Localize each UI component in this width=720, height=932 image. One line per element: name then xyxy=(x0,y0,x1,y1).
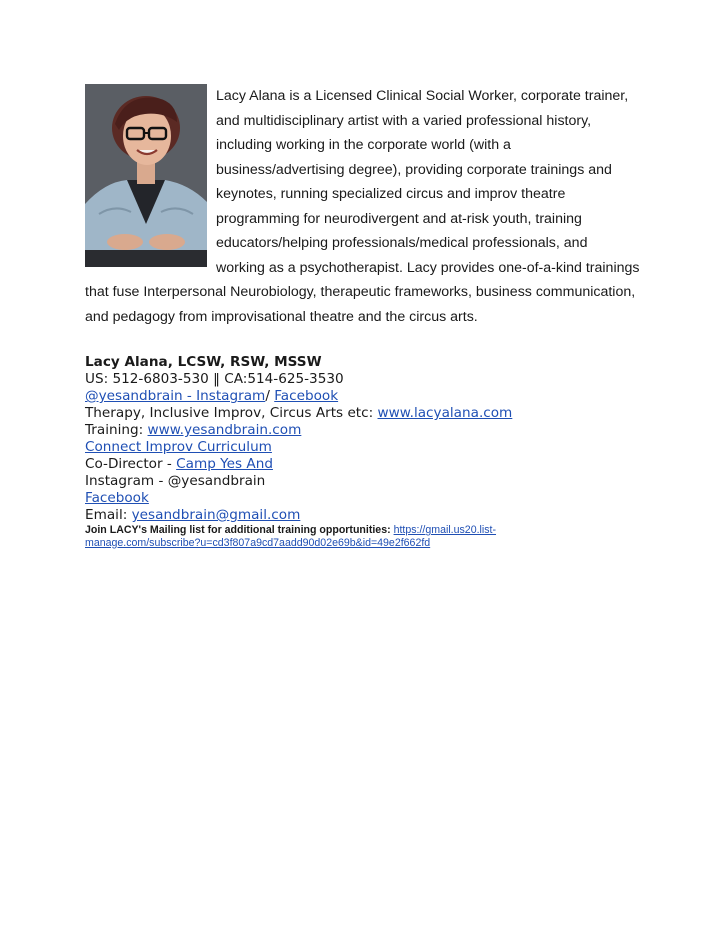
photo-spacer xyxy=(85,84,216,270)
yesandbrain-website-link[interactable]: www.yesandbrain.com xyxy=(147,422,302,438)
contact-block xyxy=(85,354,645,524)
therapy-line xyxy=(85,405,645,422)
facebook-link-2[interactable]: Facebook xyxy=(85,490,149,506)
link-separator: / xyxy=(265,388,275,404)
codirector-label: Co-Director - xyxy=(85,456,177,472)
bio-paragraph xyxy=(85,84,640,329)
mailing-list-note xyxy=(85,524,525,549)
facebook-link[interactable]: Facebook xyxy=(274,388,339,404)
lacyalana-website-link[interactable]: www.lacyalana.com xyxy=(377,405,513,421)
social-links-line xyxy=(85,388,645,405)
instagram-handle-text: Instagram - @yesandbrain xyxy=(85,473,266,489)
bio-text: Lacy Alana is a Licensed Clinical Social Worker, corporate trainer, and multidisciplinary artist with a varied professional history, including working in the corporate world (with a business/advertising degree), providing corporate trainings and keynotes, running specialized circus and improv theatre programming for neurodivergent and at-risk youth, training educators/helping professionals/medical professionals, and working as a psychotherapist. Lacy provides one-of-a-kind trainings that fuse Interpersonal Neurobiology, therapeutic frameworks, business communication, and pedagogy from improvisational theatre and the circus arts. xyxy=(85,88,640,325)
email-link[interactable]: yesandbrain@gmail.com xyxy=(131,507,301,523)
mailing-list-link[interactable]: https://gmail.us20.list-manage.com/subscribe?u=cd3f807a9cd7aadd90d02e69b&id=49e2f662fd xyxy=(85,524,497,549)
codirector-line xyxy=(85,456,645,473)
camp-yes-and-link[interactable]: Camp Yes And xyxy=(176,456,273,472)
curriculum-line xyxy=(85,439,645,456)
training-label: Training: xyxy=(85,422,148,438)
instagram-link[interactable]: @yesandbrain - Instagram xyxy=(85,388,266,404)
contact-name: Lacy Alana, LCSW, RSW, MSSW xyxy=(85,354,322,370)
connect-improv-curriculum-link[interactable]: Connect Improv Curriculum xyxy=(85,439,272,455)
contact-phone: US: 512-6803-530 ‖ CA:514-625-3530 xyxy=(85,371,344,387)
therapy-label: Therapy, Inclusive Improv, Circus Arts etc: xyxy=(85,405,378,421)
facebook-line xyxy=(85,490,645,507)
mailing-list-label: Join LACY's Mailing list for additional training opportunities: xyxy=(85,524,394,536)
training-line xyxy=(85,422,645,439)
email-line xyxy=(85,507,645,524)
email-label: Email: xyxy=(85,507,132,523)
